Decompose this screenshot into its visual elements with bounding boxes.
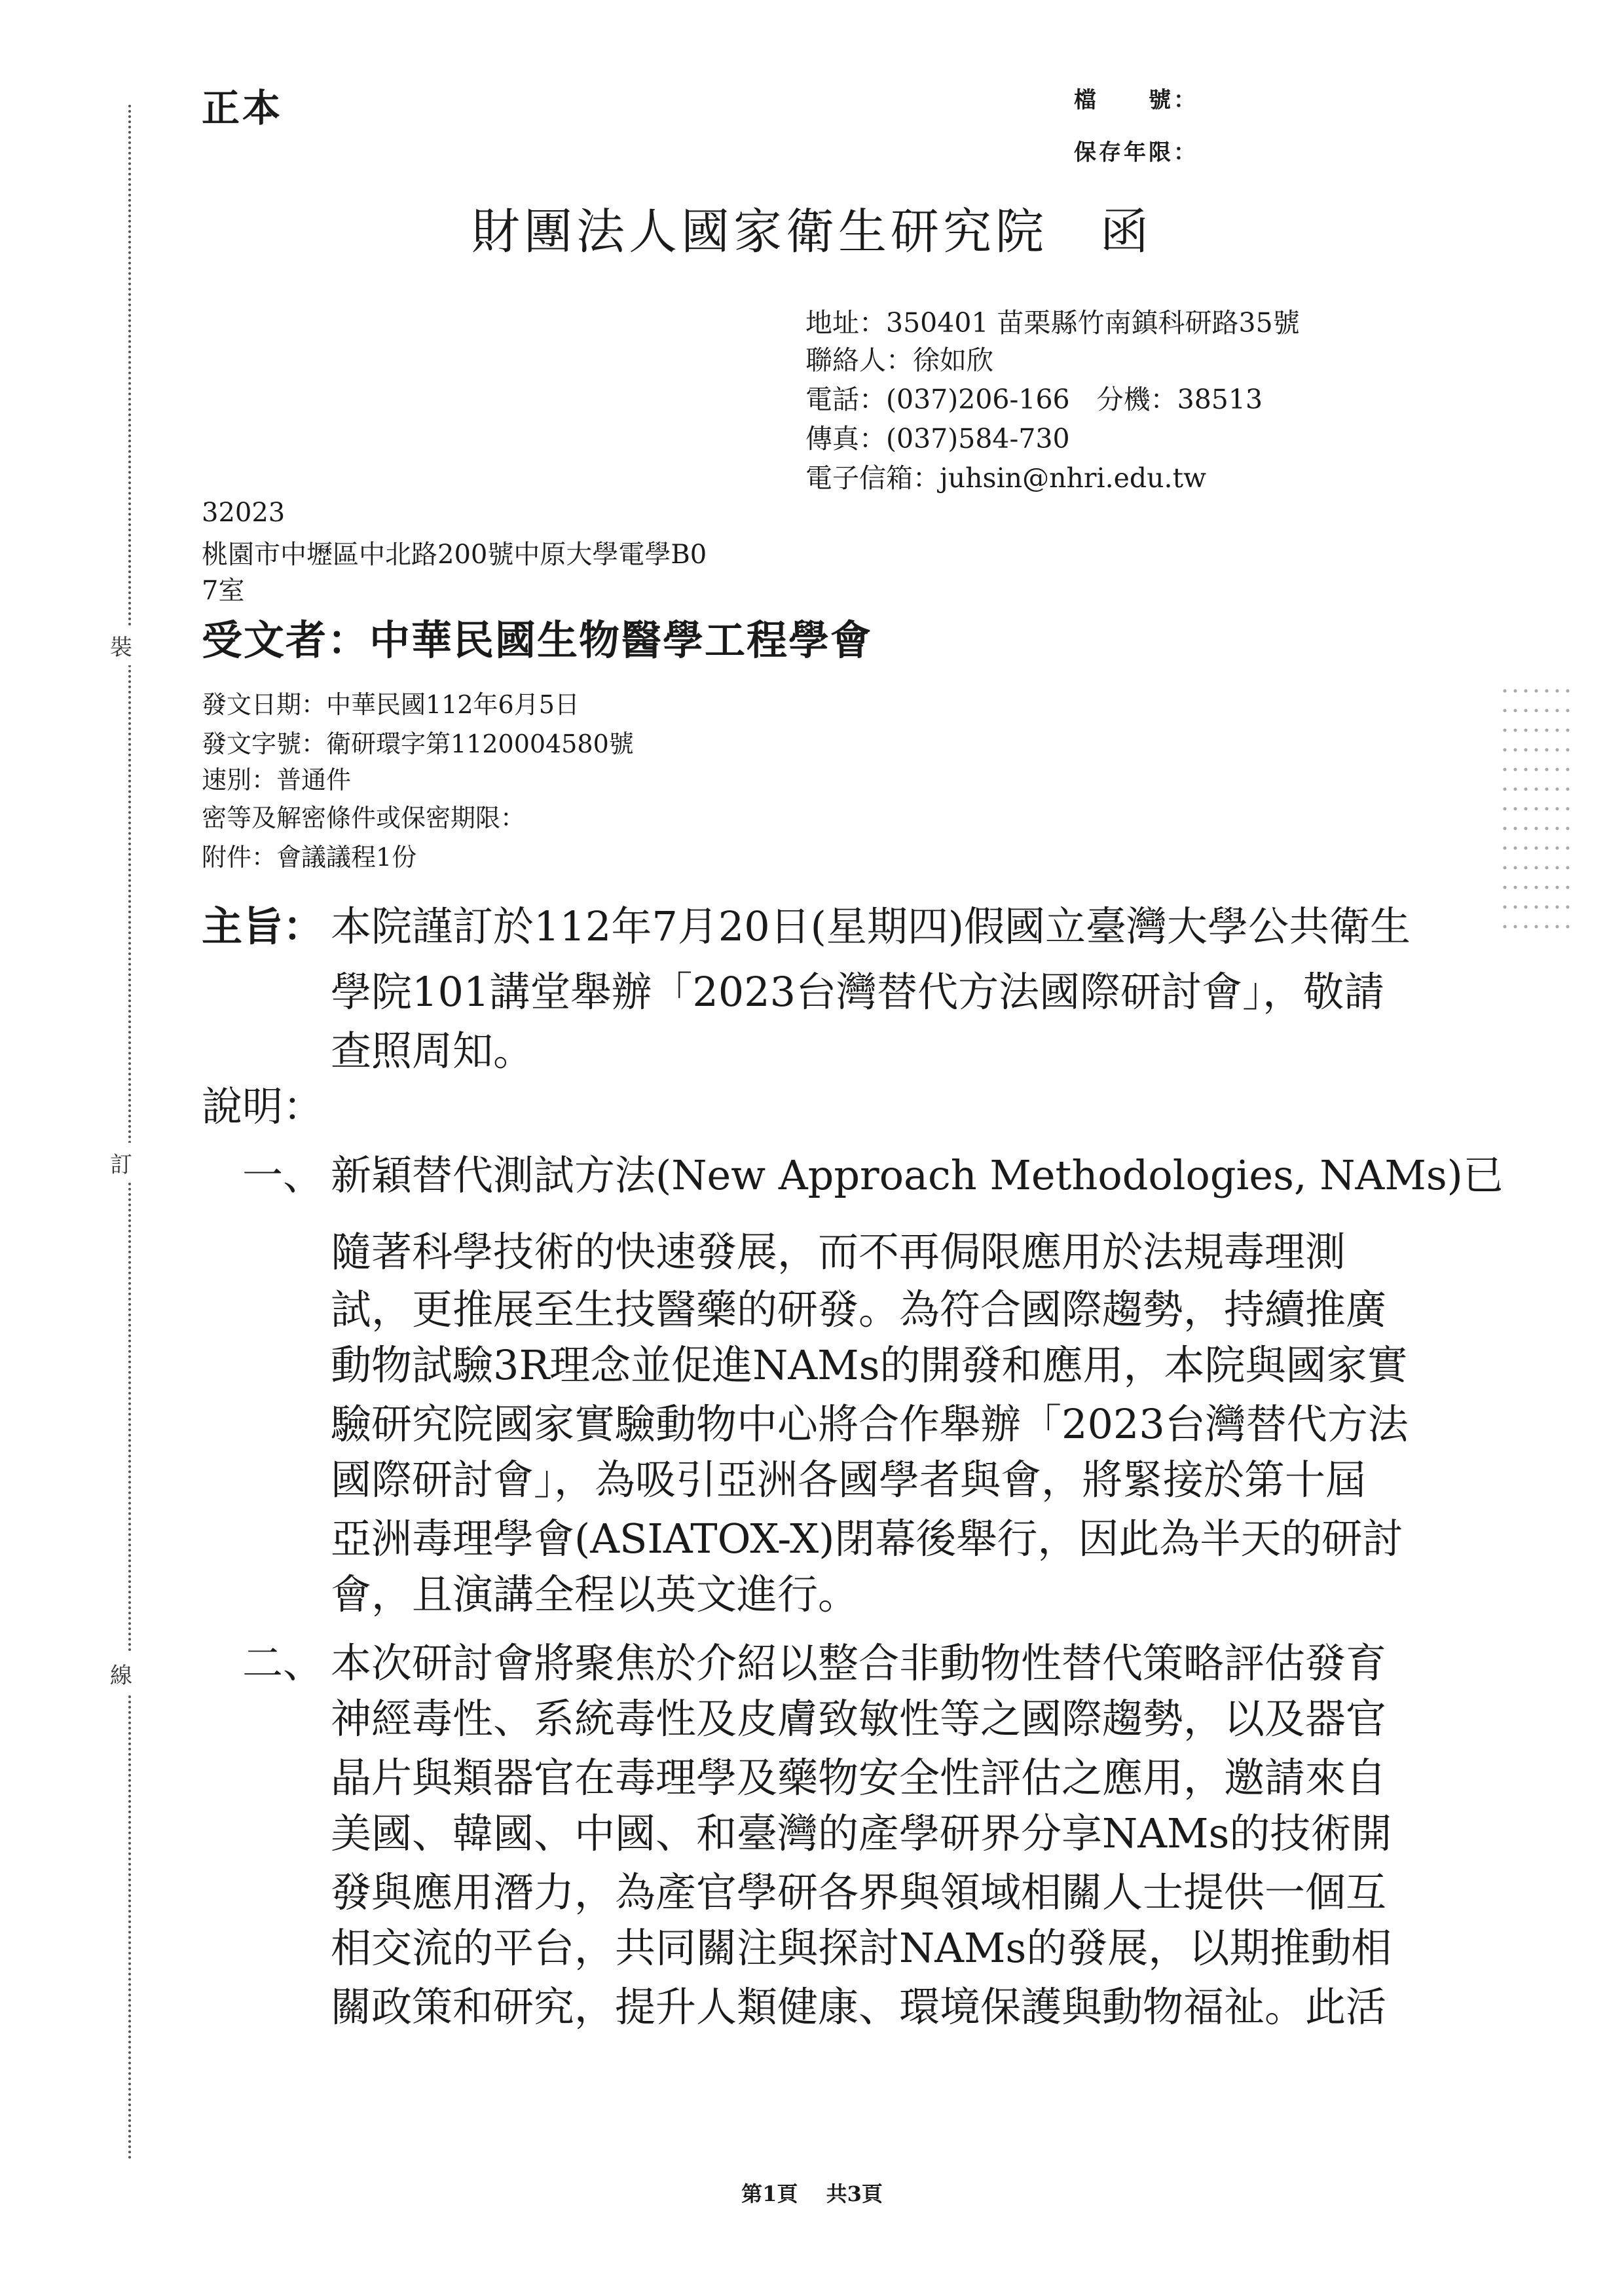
retention-label: 保存年限： [1074, 139, 1198, 166]
item-1-line: 亞洲毒理學會(ASIATOX-X)閉幕後舉行，因此為半天的研討 [331, 1515, 1403, 1563]
issue-date: 發文日期：中華民國112年6月5日 [202, 690, 580, 719]
sender-fax: 傳真：(037)584-730 [805, 423, 1070, 454]
item-2-line: 相交流的平台，共同關注與探討NAMs的發展，以期推動相 [331, 1924, 1392, 1972]
recipient-postcode: 32023 [202, 498, 286, 528]
item-1-line: 動物試驗3R理念並促進NAMs的開發和應用，本院與國家實 [331, 1341, 1408, 1389]
binding-mark-ding: 訂 [110, 1143, 132, 1183]
braille-dot-pattern [1500, 681, 1572, 943]
item-1-marker: 一、 [242, 1151, 324, 1199]
item-1-line: 試，更推展至生技醫藥的研發。為符合國際趨勢，持續推廣 [331, 1286, 1387, 1333]
recipient: 受文者：中華民國生物醫學工程學會 [202, 616, 873, 664]
item-1-line: 國際研討會」，為吸引亞洲各國學者與會，將緊接於第十屆 [331, 1456, 1367, 1504]
item-2-line: 神經毒性、系統毒性及皮膚致敏性等之國際趨勢，以及器官 [331, 1695, 1387, 1743]
recipient-address-line2: 7室 [202, 576, 245, 606]
subject-line: 查照周知。 [331, 1027, 534, 1075]
binding-mark-xian: 線 [110, 1654, 132, 1694]
binding-mark-zhuang: 裝 [110, 625, 132, 665]
secrecy-level: 密等及解密條件或保密期限： [202, 804, 526, 832]
document-number: 發文字號：衛研環字第1120004580號 [202, 730, 634, 758]
document-title: 財團法人國家衛生研究院 函 [471, 204, 1153, 260]
item-1-line: 隨著科學技術的快速發展，而不再侷限應用於法規毒理測 [331, 1228, 1346, 1276]
sender-phone: 電話：(037)206-166 分機：38513 [805, 384, 1263, 415]
sender-email: 電子信箱：juhsin@nhri.edu.tw [805, 462, 1207, 494]
subject-line: 學院101講堂舉辦「2023台灣替代方法國際研討會」，敬請 [331, 968, 1385, 1016]
page-total: 共3頁 [826, 2181, 883, 2206]
attachment: 附件：會議議程1份 [202, 843, 417, 872]
recipient-address-line1: 桃園市中壢區中北路200號中原大學電學B0 [202, 540, 707, 570]
item-1-line: 新穎替代測試方法(New Approach Methodologies, NAMs)已 [331, 1151, 1504, 1199]
sender-address: 地址：350401 苗栗縣竹南鎮科研路35號 [805, 307, 1300, 339]
file-number-label: 檔 號： [1074, 87, 1198, 113]
page-footer [0, 2177, 1624, 2208]
item-2-line: 發與應用潛力，為產官學研各界與領域相關人士提供一個互 [331, 1868, 1387, 1916]
subject-label: 主旨： [202, 902, 324, 950]
item-1-line: 會，且演講全程以英文進行。 [331, 1570, 859, 1618]
item-2-line: 本次研討會將聚焦於介紹以整合非動物性替代策略評估發育 [331, 1639, 1387, 1687]
page-number: 第1頁 [741, 2181, 798, 2206]
item-1-line: 驗研究院國家實驗動物中心將合作舉辦「2023台灣替代方法 [331, 1400, 1409, 1448]
delivery-speed: 速別：普通件 [202, 766, 352, 794]
item-2-line: 晶片與類器官在毒理學及藥物安全性評估之應用，邀請來自 [331, 1754, 1387, 1802]
item-2-line: 美國、韓國、中國、和臺灣的產學研界分享NAMs的技術開 [331, 1809, 1392, 1857]
sender-contact: 聯絡人：徐如欣 [805, 344, 993, 376]
subject-line: 本院謹訂於112年7月20日(星期四)假國立臺灣大學公共衛生 [331, 902, 1411, 950]
copy-label: 正本 [202, 86, 284, 130]
item-2-line: 關政策和研究，提升人類健康、環境保護與動物福祉。此活 [331, 1983, 1387, 2031]
item-2-marker: 二、 [242, 1639, 324, 1687]
explanation-label: 說明： [202, 1083, 324, 1130]
binding-line [128, 105, 131, 2161]
